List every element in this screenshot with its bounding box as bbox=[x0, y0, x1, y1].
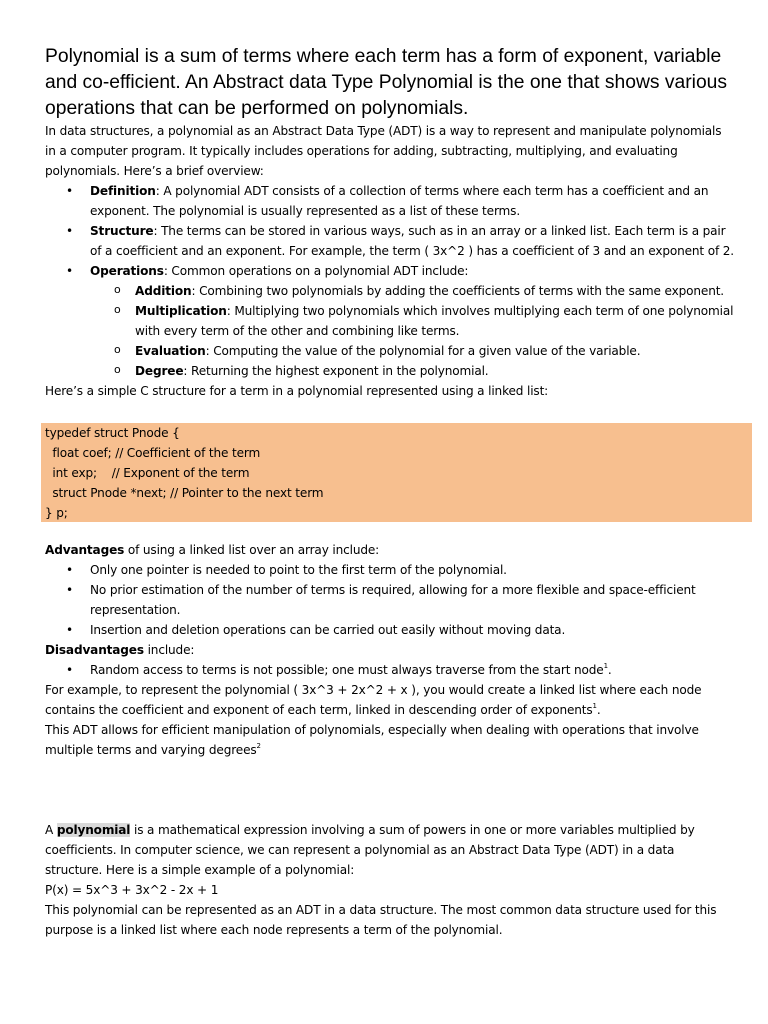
disadvantages-list bbox=[45, 660, 735, 680]
closing-paragraph: This polynomial can be represented as an ADT in a data structure. The most common data structure used for this purpose is a linked list where each node represents a term of the polynomial. bbox=[45, 903, 717, 937]
bullet-icon: • bbox=[66, 663, 73, 677]
term-label: Multiplication bbox=[135, 304, 227, 318]
sub-bullet-icon: o bbox=[114, 303, 121, 316]
overview-list bbox=[45, 181, 735, 381]
example-paragraph bbox=[45, 680, 735, 720]
list-item bbox=[45, 361, 735, 381]
disadvantages-label: Disadvantages bbox=[45, 643, 144, 657]
advantages-label: Advantages bbox=[45, 543, 125, 557]
code-line: } p; bbox=[45, 506, 68, 520]
disadvantages-intro: include: bbox=[143, 643, 195, 657]
advantage-text: No prior estimation of the number of terms is required, allowing for a more flexible and space-efficient representation. bbox=[90, 583, 696, 617]
term-label: Structure bbox=[90, 224, 154, 238]
pros-cons-section bbox=[45, 540, 735, 760]
bullet-icon: • bbox=[66, 623, 73, 637]
advantage-text: Only one pointer is needed to point to the first term of the polynomial. bbox=[90, 563, 507, 577]
operations-list bbox=[90, 281, 735, 381]
bullet-icon: • bbox=[66, 583, 73, 597]
list-item bbox=[45, 660, 735, 680]
bullet-icon: • bbox=[66, 224, 73, 238]
footnote-ref[interactable]: 2 bbox=[256, 742, 261, 750]
definition-paragraph bbox=[45, 820, 735, 880]
adt-text: This ADT allows for efficient manipulation of polynomials, especially when dealing with operations that involve multiple terms and varying degrees bbox=[45, 723, 699, 757]
list-item bbox=[45, 181, 735, 221]
list-item bbox=[45, 221, 735, 261]
term-text: : Multiplying two polynomials which involves multiplying each term of one polynomial with every term of the other and combining like terms. bbox=[135, 304, 734, 338]
page-heading: Polynomial is a sum of terms where each term has a form of exponent, variable and co-efficient. An Abstract data Type Polynomial is the one that shows various operations that can be performed on polynomials. bbox=[45, 46, 728, 119]
advantages-heading bbox=[45, 540, 735, 560]
footnote-ref[interactable]: 1 bbox=[603, 662, 608, 670]
sentence-end: . bbox=[607, 663, 612, 677]
term-text: : Combining two polynomials by adding the coefficients of terms with the same exponent. bbox=[191, 284, 725, 298]
list-item bbox=[45, 560, 735, 580]
code-block bbox=[41, 423, 752, 522]
code-line: float coef; // Coefficient of the term bbox=[45, 446, 261, 460]
term-text: : Computing the value of the polynomial for a given value of the variable. bbox=[205, 344, 641, 358]
highlighted-term: polynomial bbox=[56, 823, 131, 837]
advantages-list bbox=[45, 560, 735, 640]
overview-section bbox=[45, 121, 735, 401]
code-intro: Here’s a simple C structure for a term in a polynomial represented using a linked list: bbox=[45, 384, 549, 398]
code-line: int exp; // Exponent of the term bbox=[45, 466, 250, 480]
sub-bullet-icon: o bbox=[114, 363, 121, 376]
advantages-intro: of using a linked list over an array include: bbox=[124, 543, 380, 557]
term-text: : The terms can be stored in various ways, such as in an array or a linked list. Each term is a pair of a coefficient and an exponent. For example, the term ( 3x^2 ) has a coefficient of 3 and an exponent of 2. bbox=[90, 224, 734, 258]
sentence-end: . bbox=[596, 703, 601, 717]
term-label: Definition bbox=[90, 184, 156, 198]
disadvantages-heading bbox=[45, 640, 735, 660]
list-item bbox=[45, 261, 735, 381]
disadvantage-text: Random access to terms is not possible; one must always traverse from the start node bbox=[90, 663, 604, 677]
term-label: Operations bbox=[90, 264, 164, 278]
term-text: : A polynomial ADT consists of a collection of terms where each term has a coefficient and an exponent. The polynomial is usually represented as a list of these terms. bbox=[90, 184, 709, 218]
sub-bullet-icon: o bbox=[114, 283, 121, 296]
advantage-text: Insertion and deletion operations can be carried out easily without moving data. bbox=[90, 623, 566, 637]
bullet-icon: • bbox=[66, 563, 73, 577]
example-text: For example, to represent the polynomial ( 3x^3 + 2x^2 + x ), you would create a linked list where each node contains the coefficient and exponent of each term, linked in descending order of exponents bbox=[45, 683, 702, 717]
term-label: Evaluation bbox=[135, 344, 206, 358]
equation: P(x) = 5x^3 + 3x^2 - 2x + 1 bbox=[45, 883, 219, 897]
term-text: : Common operations on a polynomial ADT include: bbox=[163, 264, 469, 278]
adt-paragraph bbox=[45, 720, 735, 760]
definition-lead: A bbox=[45, 823, 57, 837]
bullet-icon: • bbox=[66, 264, 73, 278]
list-item bbox=[45, 301, 735, 341]
code-line: struct Pnode *next; // Pointer to the next term bbox=[45, 486, 324, 500]
list-item bbox=[45, 341, 735, 361]
list-item bbox=[45, 580, 735, 620]
list-item bbox=[45, 620, 735, 640]
list-item bbox=[45, 281, 735, 301]
term-label: Addition bbox=[135, 284, 192, 298]
definition-text: is a mathematical expression involving a sum of powers in one or more variables multiplied by coefficients. In computer science, we can represent a polynomial as an Abstract Data Type (ADT) in a data structure. Here is a simple example of a polynomial: bbox=[45, 823, 695, 877]
polynomial-definition-section bbox=[45, 820, 735, 940]
bullet-icon: • bbox=[66, 184, 73, 198]
term-text: : Returning the highest exponent in the polynomial. bbox=[183, 364, 489, 378]
code-line: typedef struct Pnode { bbox=[45, 426, 180, 440]
footnote-ref[interactable]: 1 bbox=[592, 702, 597, 710]
intro-paragraph: In data structures, a polynomial as an Abstract Data Type (ADT) is a way to represent and manipulate polynomials in a computer program. It typically includes operations for adding, subtracting, multiplying, and evaluating polynomials. Here’s a brief overview: bbox=[45, 124, 722, 178]
term-label: Degree bbox=[135, 364, 184, 378]
sub-bullet-icon: o bbox=[114, 343, 121, 356]
